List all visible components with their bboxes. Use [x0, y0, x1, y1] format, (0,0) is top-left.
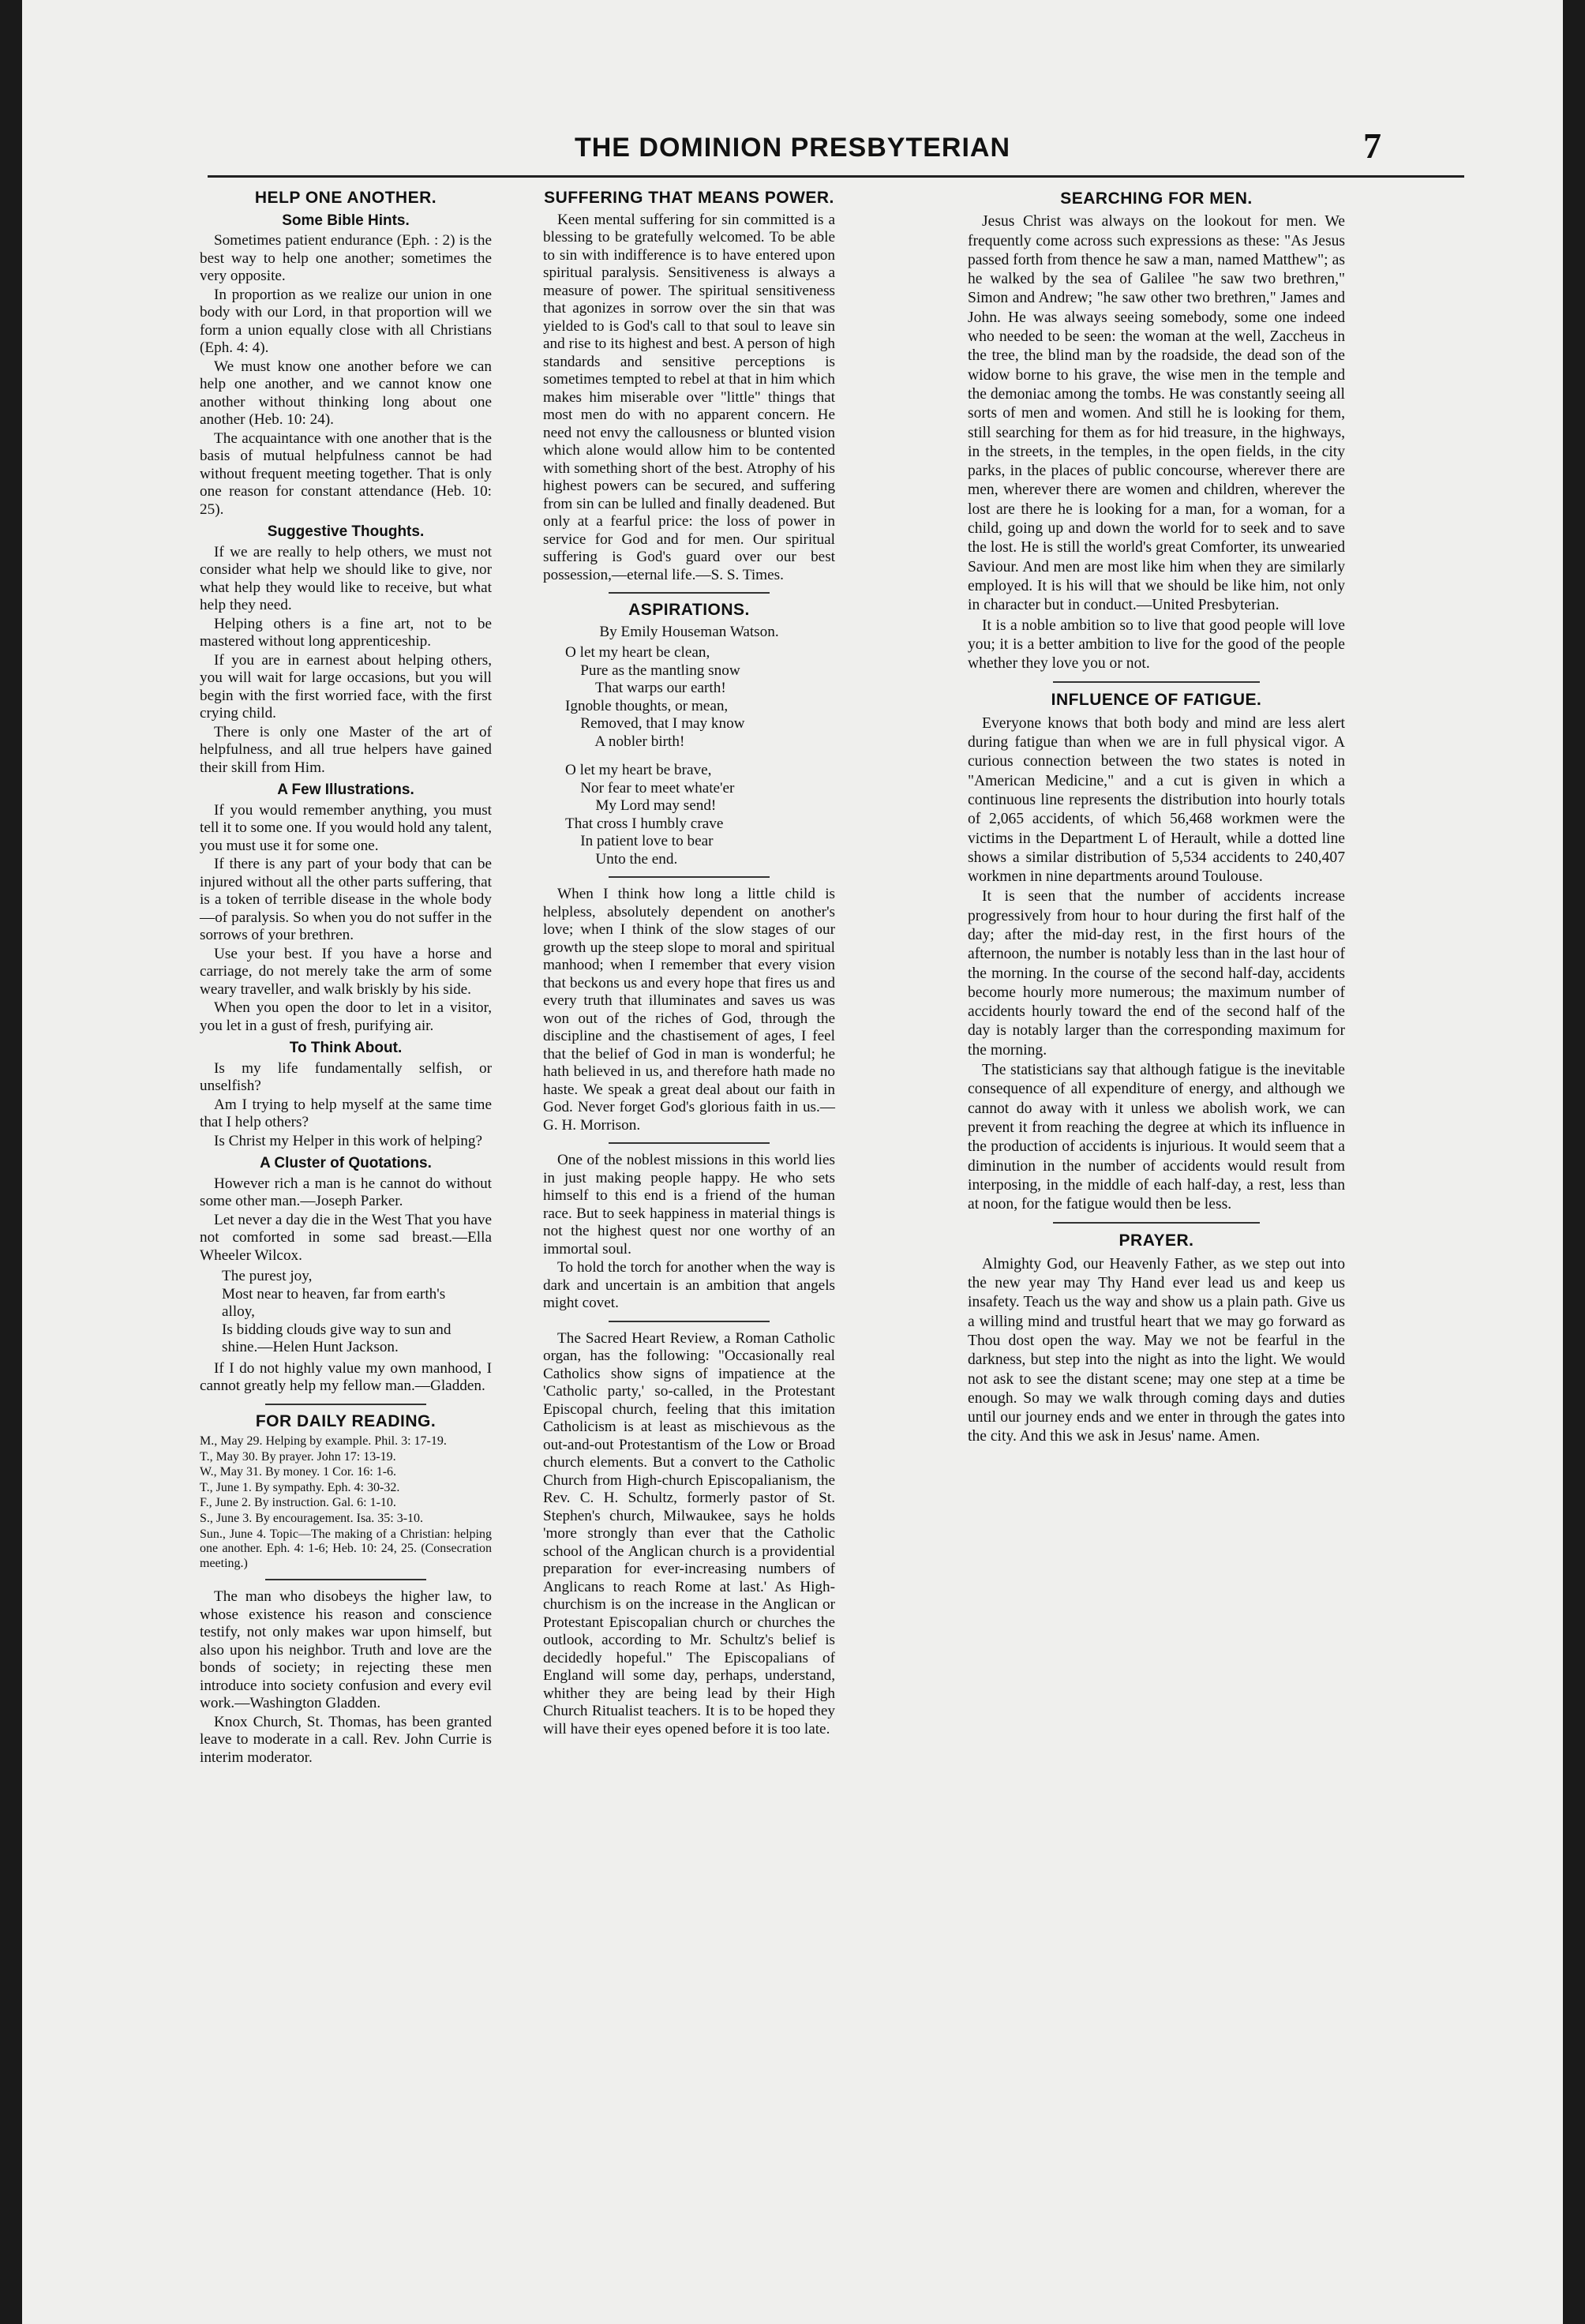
heading-prayer: PRAYER.: [1118, 1231, 1194, 1250]
poem-line: Unto the end.: [565, 850, 678, 868]
poem-line: alloy,: [222, 1303, 255, 1320]
paragraph: However rich a man is he cannot do without some other man.—Joseph Parker.: [200, 1175, 492, 1209]
poem-line: shine.—Helen Hunt Jackson.: [222, 1339, 399, 1355]
heading-aspirations: ASPIRATIONS.: [628, 601, 750, 619]
poem-line: The purest joy,: [222, 1268, 313, 1284]
byline: By Emily Houseman Watson.: [599, 623, 779, 640]
paragraph: Keen mental suffering for sin committed is a blessing to be gratefully welcomed. To be able to sin with indifference is to have entered upon spiritual paralysis. Sensitiveness is always a measure of power. The spiritual sensitiveness that agonizes in sorrow over the sin that was yielded to is God's call to that soul to leave sin and rise to its highest and best. A person of high standards and sensitive perceptions is sometimes tempted to rebel at that in him which makes him miserable over "little" things that most men do with no apparent concern. He need not envy the callousness or blunted vision which alone would allow him to be contented with something short of the best. Atrophy of his highest powers can be secured, and suffering from sin can be lulled and finally deadened. But only at a fearful price: the loss of power in service for God and for men. Our spiritual suffering is God's guard over our best possession,—eternal life.—S. S. Times.: [543, 211, 835, 583]
paragraph: It is a noble ambition so to live that good people will love you; it is a better ambition to live for the good of the people whether they love you or not.: [968, 617, 1345, 673]
reading-item: W., May 31. By money. 1 Cor. 16: 1-6.: [200, 1465, 397, 1479]
paragraph: When I think how long a little child is helpless, absolutely dependent on another's love; when I think of the slow stages of our growth up the steep slope to moral and spiritual manhood; when I remember that every vision that beckons us and every hope that fires us and every truth that illuminates and saves us was won out of the riches of God, through the discipline and the chastisement of ages, I feel that the belief of God in man is wonderful; he hath believed in us, and therefore hath made no haste. We speak a great deal about our faith in God. Never forget God's glorious faith in us.—G. H. Morrison.: [543, 886, 835, 1134]
page-number: 7: [1363, 126, 1381, 166]
poem-line: Pure as the mantling snow: [565, 662, 740, 679]
masthead-rule: [208, 175, 1464, 178]
poem-line: That warps our earth!: [565, 680, 726, 696]
reading-item: T., June 1. By sympathy. Eph. 4: 30-32.: [200, 1480, 400, 1494]
paragraph: Sometimes patient endurance (Eph. : 2) is the best way to help one another; sometimes the very opposite.: [200, 232, 492, 284]
reading-item: F., June 2. By instruction. Gal. 6: 1-10.: [200, 1496, 396, 1510]
paragraph: The man who disobeys the higher law, to whose existence his reason and conscience testify, not only makes war upon himself, but also upon his neighbor. Truth and love are the bonds of society; in rejecting these men introduce into society confusion and every evil work.—Washington Gladden.: [200, 1588, 492, 1712]
paragraph: There is only one Master of the art of helpfulness, and all true helpers have gained their skill from Him.: [200, 723, 492, 776]
paragraph: If you would remember anything, you must tell it to some one. If you would hold any talent, you must use it for some one.: [200, 801, 492, 854]
paragraph: Let never a day die in the West That you have not comforted in some sad breast.—Ella Wheeler Wilcox.: [200, 1211, 492, 1264]
subheading-think-about: To Think About.: [289, 1040, 403, 1056]
paragraph: When you open the door to let in a visitor, you let in a gust of fresh, purifying air.: [200, 999, 492, 1034]
poem-line: Nor fear to meet whate'er: [565, 779, 735, 797]
paragraph: We must know one another before we can help one another, and we cannot know one another without thinking long about one another (Heb. 10: 24).: [200, 358, 492, 428]
heading-influence-of-fatigue: INFLUENCE OF FATIGUE.: [1051, 691, 1262, 710]
paragraph: If you are in earnest about helping others, you will wait for large occasions, but you will begin with the first worried face, with the first crying child.: [200, 651, 492, 722]
paragraph: If there is any part of your body that can be injured without all the other parts suffering, that is a token of terrible disease in the whole body—of paralysis. So when you do not suffer in the sorrows of your brethren.: [200, 856, 492, 943]
paragraph: The statisticians say that although fatigue is the inevitable consequence of all expenditure of energy, and although we cannot do away with it unless we abolish work, we can prevent it from reaching the degree at which its influence in the production of accidents is injurious. It would seem that a diminution in the number of accidents would result from interposing, in the middle of each half-day, a rest, less than at noon, for the fatigue would then be less.: [968, 1062, 1345, 1213]
daily-reading-list: [200, 1434, 492, 1571]
poem-line: Is bidding clouds give way to sun and: [222, 1321, 452, 1338]
section-divider: [609, 1142, 770, 1144]
heading-help-one-another: HELP ONE ANOTHER.: [254, 189, 437, 207]
paragraph: To hold the torch for another when the way is dark and uncertain is an ambition that angels might covet.: [543, 1259, 835, 1311]
paragraph: The Sacred Heart Review, a Roman Catholic organ, has the following: "Occasionally real Catholics show signs of impatience at the 'Catholic party,' so-called, in the Protestant Episcopal church, feeling that this imitation Catholicism is at least as mischievous as the out-and-out Protestantism of the Low or Broad church elements. But a convert to the Catholic Church from High-church Episcopalianism, the Rev. C. H. Schultz, formerly pastor of St. Stephen's church, Milwaukee, says he holds 'more strongly than ever that the Catholic school of the Anglican church is a providential preparation for ever-increasing numbers of Anglicans to reach Rome at last.' As High-churchism is on the increase in the Anglican or Protestant Episcopalian church or churches the outlook, according to Mr. Schultz's belief is decidedly hopeful." The Episcopalians of England will some day, perhaps, understand, whither they are being lead by their High Church Ritualist teachers. It is to be hoped they will have their eyes opened before it is too late.: [543, 1329, 835, 1737]
paragraph: In proportion as we realize our union in one body with our Lord, in that proportion will we form a union equally close with all Christians (Eph. 4: 4).: [200, 286, 492, 356]
reading-item: M., May 29. Helping by example. Phil. 3: 17-19.: [200, 1434, 447, 1448]
section-divider: [265, 1404, 426, 1405]
subheading-bible-hints: Some Bible Hints.: [282, 212, 410, 229]
reading-item: T., May 30. By prayer. John 17: 13-19.: [200, 1449, 396, 1464]
poem-line: That cross I humbly crave: [565, 815, 724, 832]
paragraph: It is seen that the number of accidents increase progressively from hour to hour during the first half of the day; after the mid-day rest, in the first hours of the afternoon, the number is notably less than in the last hour of the morning. In the course of the second half-day, accidents become hourly more numerous; the maximum number of accidents hourly toward the end of the second half of the day is notably larger than the corresponding maximum for the morning.: [968, 888, 1345, 1059]
heading-daily-reading: FOR DAILY READING.: [255, 1411, 437, 1430]
paragraph: Use your best. If you have a horse and carriage, do not merely take the arm of some weary traveller, and walk briskly by his side.: [200, 945, 492, 998]
poem-line: Most near to heaven, far from earth's: [222, 1285, 446, 1303]
heading-suffering: SUFFERING THAT MEANS POWER.: [544, 189, 834, 207]
paragraph: One of the noblest missions in this world lies in just making people happy. He who sets himself to this end is a friend of the human race. But to seek happiness in material things is not the highest quest nor one worthy of an immortal soul.: [543, 1152, 835, 1258]
poem-line: Ignoble thoughts, or mean,: [565, 697, 729, 714]
reading-item: Sun., June 4. Topic—The making of a Christian: helping one another. Eph. 4: 1-6; Heb. 10: 24, 25. (Consecration meeting.): [200, 1527, 492, 1570]
paragraph: Is Christ my Helper in this work of helping?: [214, 1132, 482, 1149]
column-3: [968, 189, 1345, 2292]
paragraph: Jesus Christ was always on the lookout for men. We frequently come across such expressions as these: "As Jesus passed forth from thence he saw a man, named Matthew"; as he walked by the sea of Galilee "he saw two brethren," Simon and Andrew; "he saw other two brethren," James and John. He was always seeing somebody, some one indeed who needed to be seen: the woman at the well, Zaccheus in the tree, the blind man by the roadside, the dead son of the widow borne to his grave, the wise men in the temple and the demoniac among the tombs. He was constantly seeing all sorts of men and women. And still he is looking for them, still searching for them as for hid treasure, in the highways, in the streets, in the temples, in the open fields, in the city parks, in the places of public concourse, wherever there are men, wherever there are women and children, wherever the lost are there he is looking for a man, for a woman, for a child, going up and down the world for to seek and to save the lost. He is still the world's great Comforter, its unwearied Saviour. And men are most like him when they are similarly employed. It is his will that we should be like him, not only in character but in conduct.—United Presbyterian.: [968, 213, 1345, 614]
paragraph: Almighty God, our Heavenly Father, as we step out into the new year may Thy Hand ever lead us and keep us insafety. Teach us the way and show us a plain path. Give us a willing mind and trustful heart that we may go forward as Thou dost open the way. May we not be fearful in the darkness, but step into the night as into the light. We would not ask to see the distant scene; may one step at a time be enough. So may we walk through coming days and duties until our journey ends and we enter in through the gates into the city. And this we ask in Jesus' name. Amen.: [968, 1255, 1345, 1445]
paragraph: The acquaintance with one another that is the basis of mutual helpfulness cannot be had without frequent meeting together. That is only one reason for constant attendance (Heb. 10: 25).: [200, 429, 492, 518]
section-divider: [1053, 681, 1261, 683]
poem-line: Removed, that I may know: [565, 715, 745, 732]
section-divider: [265, 1579, 426, 1580]
section-divider: [609, 1321, 770, 1322]
poem-line: My Lord may send!: [565, 797, 717, 814]
paragraph: If I do not highly value my own manhood, I cannot greatly help my fellow man.—Gladden.: [200, 1359, 492, 1394]
poem-line: O let my heart be brave,: [565, 762, 712, 778]
subheading-suggestive-thoughts: Suggestive Thoughts.: [267, 523, 425, 540]
paragraph: Helping others is a fine art, not to be mastered without long apprenticeship.: [200, 615, 492, 650]
subheading-illustrations: A Few Illustrations.: [277, 782, 414, 798]
heading-searching-for-men: SEARCHING FOR MEN.: [1060, 189, 1253, 208]
paragraph: Is my life fundamentally selfish, or unselfish?: [200, 1059, 492, 1094]
paragraph: Am I trying to help myself at the same time that I help others?: [200, 1096, 492, 1130]
paragraph: If we are really to help others, we must not consider what help we should like to give, nor what help they would like to receive, but what help they need.: [200, 543, 492, 613]
column-1: [200, 189, 492, 2292]
quote-poem: [200, 1268, 492, 1357]
poem-stanza: [543, 644, 835, 751]
masthead-title: THE DOMINION PRESBYTERIAN: [574, 133, 1011, 163]
poem-stanza: [543, 762, 835, 868]
poem-line: O let my heart be clean,: [565, 644, 710, 661]
subheading-quotations: A Cluster of Quotations.: [260, 1155, 432, 1171]
paragraph: Everyone knows that both body and mind are less alert during fatigue than when we are in full physical vigor. A curious connection between the two states is noted in "American Medicine," and a cut is given in which a continuous line represents the distribution into hourly totals of 2,065 accidents, of which 56,468 workmen were the victims in the Department L of Herault, while a dotted line shows a similar distribution of 5,534 accidents to 240,407 workmen in nine departments around Toulouse.: [968, 714, 1345, 886]
column-2: [543, 189, 835, 2292]
poem-line: In patient love to bear: [565, 833, 714, 849]
section-divider: [609, 592, 770, 594]
section-divider: [609, 876, 770, 878]
newspaper-page: [22, 0, 1563, 2324]
reading-item: S., June 3. By encouragement. Isa. 35: 3-10.: [200, 1511, 424, 1525]
poem-line: A nobler birth!: [565, 733, 685, 750]
section-divider: [1053, 1222, 1261, 1224]
paragraph: Knox Church, St. Thomas, has been granted leave to moderate in a call. Rev. John Currie is interim moderator.: [200, 1713, 492, 1766]
